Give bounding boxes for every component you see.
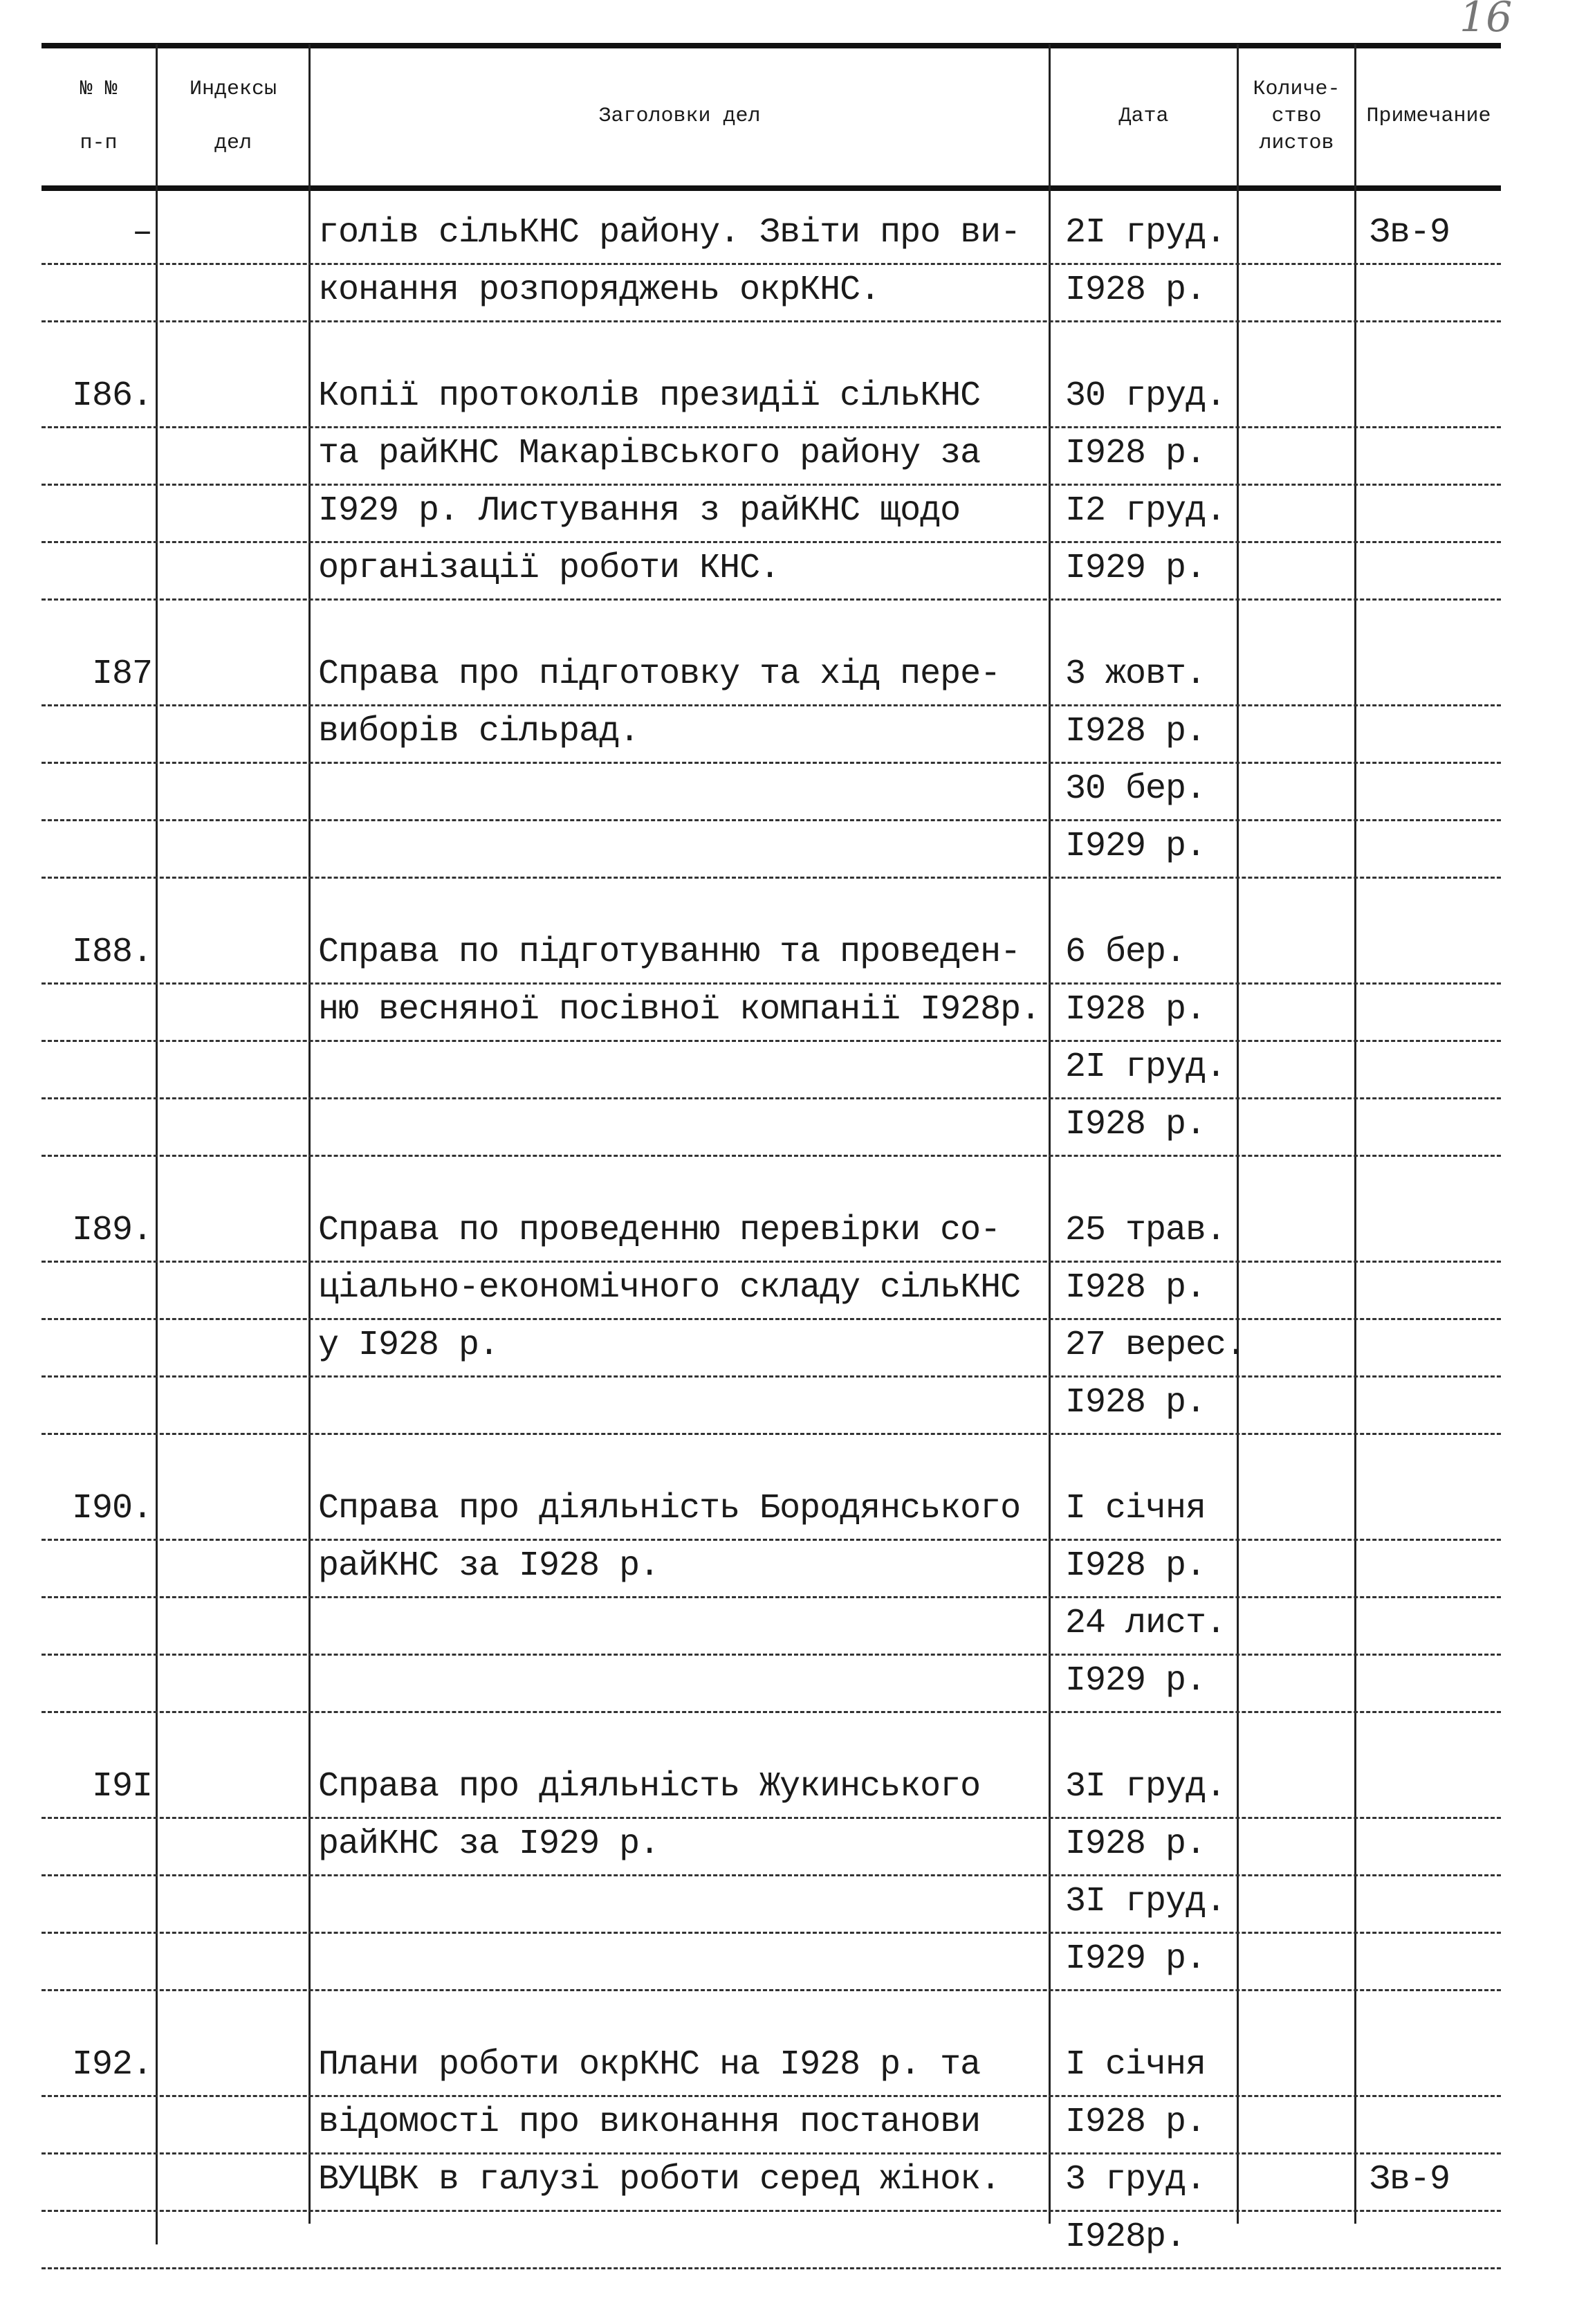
entry-date: I2 груд.	[1065, 491, 1226, 531]
entry-title-line: Копії протоколів президії сільКНС	[318, 376, 981, 416]
entry-spacer	[42, 1991, 1501, 2040]
entry-date: I929 р.	[1065, 1939, 1206, 1979]
entry-note: Зв-9	[1370, 213, 1450, 253]
table-row	[42, 2097, 1501, 2154]
entry-date: I928 р.	[1065, 990, 1206, 1030]
entry-date: I928 р.	[1065, 1268, 1206, 1308]
entry-title-line: Плани роботи окрКНС на I928 р. та	[318, 2045, 981, 2085]
table-row	[42, 1762, 1501, 1819]
table-row	[42, 486, 1501, 543]
entry-date: I928 р.	[1065, 434, 1206, 473]
entry-title-line: Справа по підготуванню та проведен-	[318, 933, 1021, 972]
entry-date: 2I груд.	[1065, 213, 1226, 253]
entry-date: 30 груд.	[1065, 376, 1226, 416]
entry-title-line: та райКНС Макарівського району за	[318, 434, 981, 473]
header-index-line: дел	[214, 131, 252, 155]
table-row	[42, 1205, 1501, 1263]
entry-date: I928 р.	[1065, 1546, 1206, 1586]
entry-spacer	[42, 1435, 1501, 1483]
table-row	[42, 649, 1501, 706]
entry-spacer	[42, 1157, 1501, 1205]
entry-spacer	[42, 322, 1501, 371]
table-row	[42, 371, 1501, 428]
entry-date: I928 р.	[1065, 2103, 1206, 2142]
entry-date: I928 р.	[1065, 1824, 1206, 1864]
table-row	[42, 927, 1501, 985]
entry-date: 2I груд.	[1065, 1047, 1226, 1087]
header-num-line: № №	[80, 77, 118, 101]
table-row	[42, 2212, 1501, 2269]
header-index	[158, 44, 308, 188]
table-row	[42, 1263, 1501, 1320]
entry-number: I92.	[71, 2045, 152, 2085]
entry-title-line: I929 р. Листування з райКНС щодо	[318, 491, 961, 531]
entry-date: I928 р.	[1065, 1105, 1206, 1144]
entry-title-line: Справа про діяльність Жукинського	[318, 1767, 981, 1806]
entry-date: 3 груд.	[1065, 2160, 1206, 2199]
table-row	[42, 1934, 1501, 1991]
header-num	[42, 44, 156, 188]
table-row	[42, 821, 1501, 879]
table-row	[42, 265, 1501, 322]
entry-spacer	[42, 879, 1501, 927]
entry-title-line: ціально-економічного складу сільКНС	[318, 1268, 1021, 1308]
table-row	[42, 208, 1501, 265]
table-row	[42, 543, 1501, 601]
header-title: Заголовки дел	[598, 104, 761, 128]
entry-date: 3I груд.	[1065, 1767, 1226, 1806]
header-sheets	[1239, 44, 1354, 188]
entry-number: I88.	[71, 933, 152, 972]
entry-title-line: ню весняної посівної компанії I928р.	[318, 990, 1041, 1030]
table-row	[42, 1656, 1501, 1713]
entry-date: I928 р.	[1065, 271, 1206, 310]
entry-date: 25 трав.	[1065, 1211, 1226, 1250]
entry-number: I90.	[71, 1489, 152, 1528]
table-row	[42, 1320, 1501, 1378]
table-row	[42, 706, 1501, 764]
entry-title-line: Справа по проведенню перевірки со-	[318, 1211, 1001, 1250]
table-row	[42, 2154, 1501, 2212]
entry-number: I89.	[71, 1211, 152, 1250]
entry-title-line: організації роботи КНС.	[318, 549, 780, 588]
entry-spacer	[42, 1713, 1501, 1762]
header-date: Дата	[1118, 104, 1169, 128]
entry-title-line: райКНС за I929 р.	[318, 1824, 660, 1864]
entry-date: I січня	[1065, 2045, 1206, 2085]
handwritten-page-number: 16	[1459, 0, 1513, 42]
table-row	[42, 1042, 1501, 1099]
entry-note: Зв-9	[1370, 2160, 1450, 2199]
table-row	[42, 1876, 1501, 1934]
header-sheets-line: ство	[1271, 104, 1322, 128]
entry-number: I86.	[71, 376, 152, 416]
table-row	[42, 1099, 1501, 1157]
entry-number: I87	[91, 655, 152, 694]
entry-title-line: голів сільКНС району. Звіти про ви-	[318, 213, 1021, 253]
entry-date: I929 р.	[1065, 549, 1206, 588]
table-row	[42, 428, 1501, 486]
entry-date: 3I груд.	[1065, 1882, 1226, 1921]
table-row	[42, 1819, 1501, 1876]
entry-date: I928 р.	[1065, 712, 1206, 751]
entry-title-line: виборів сільрад.	[318, 712, 640, 751]
entry-date: I929 р.	[1065, 827, 1206, 866]
entry-date: 24 лист.	[1065, 1604, 1226, 1643]
header-index-line: Индексы	[189, 77, 277, 101]
records-table-body	[42, 208, 1501, 2269]
entry-title-line: ВУЦВК в галузі роботи серед жінок.	[318, 2160, 1001, 2199]
entry-date: 30 бер.	[1065, 769, 1206, 809]
table-row	[42, 764, 1501, 821]
header-note: Примечание	[1366, 104, 1491, 128]
entry-date: I928р.	[1065, 2217, 1186, 2257]
entry-date: I січня	[1065, 1489, 1206, 1528]
entry-date: I929 р.	[1065, 1661, 1206, 1701]
table-row	[42, 1541, 1501, 1598]
entry-title-line: відомості про виконання постанови	[318, 2103, 981, 2142]
entry-number: I9I	[91, 1767, 152, 1806]
table-row	[42, 985, 1501, 1042]
header-sheets-line: листов	[1259, 131, 1334, 155]
table-row	[42, 1598, 1501, 1656]
entry-date: 3 жовт.	[1065, 655, 1206, 694]
entry-date: 6 бер.	[1065, 933, 1186, 972]
header-sheets-line: Количе-	[1253, 77, 1340, 101]
entry-number: –	[131, 213, 152, 253]
entry-spacer	[42, 601, 1501, 649]
entry-date: 27 верес.	[1065, 1326, 1246, 1365]
entry-title-line: Справа про підготовку та хід пере-	[318, 655, 1001, 694]
entry-title-line: конання розпоряджень окрКНС.	[318, 271, 880, 310]
entry-title-line: райКНС за I928 р.	[318, 1546, 660, 1586]
entry-title-line: у I928 р.	[318, 1326, 499, 1365]
entry-date: I928 р.	[1065, 1383, 1206, 1422]
table-row	[42, 1378, 1501, 1435]
entry-title-line: Справа про діяльність Бородянського	[318, 1489, 1021, 1528]
table-row	[42, 1483, 1501, 1541]
header-num-line: п-п	[80, 131, 118, 155]
table-row	[42, 2040, 1501, 2097]
